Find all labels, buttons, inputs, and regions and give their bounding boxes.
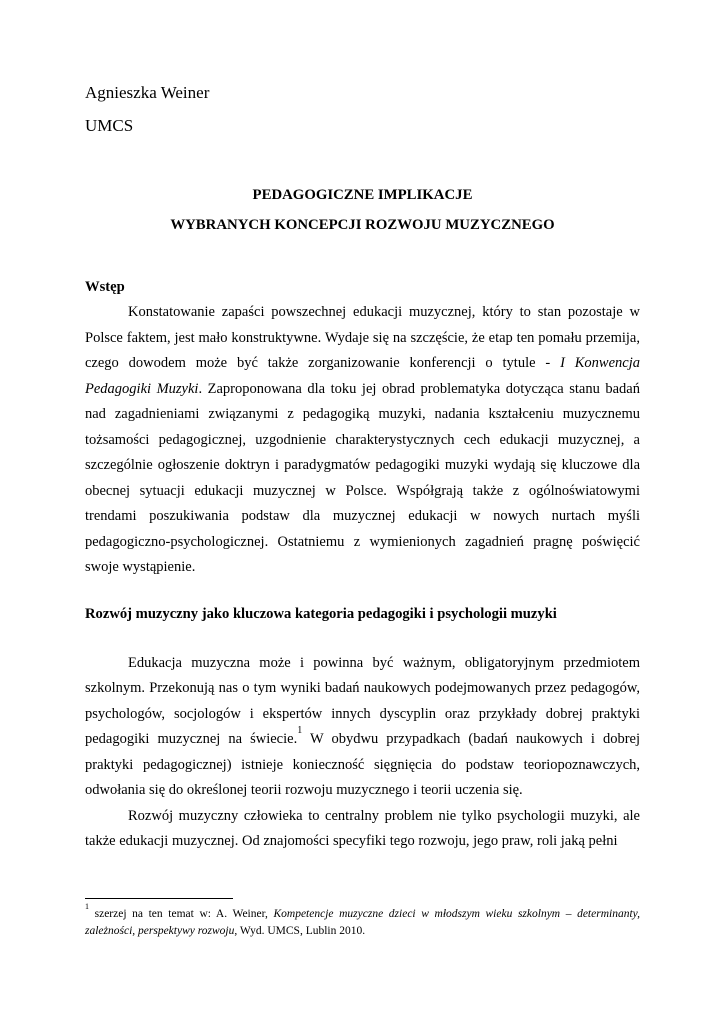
paragraph-development-2 (85, 804, 640, 855)
document-title (85, 180, 640, 240)
text-segment: szerzej na ten temat w: A. Weiner, (89, 908, 274, 920)
paragraph-development-1 (85, 651, 640, 804)
text-segment: Rozwój muzyczny człowieka to centralny problem nie tylko psychologii muzyki, ale także edukacji muzycznej. Od znajomości specyfiki tego rozwoju, jego praw, roli jaką pełni (85, 807, 640, 849)
footnote-marker: 1 (85, 901, 89, 911)
text-segment: . Zaproponowana dla toku jej obrad problematyka dotycząca stanu badań nad zagadnieniami związanymi z pedagogiką muzyki, nadania kształceniu muzycznemu tożsamości pedagogicznej, uzgodnienie charakterystycznych cech edukacji muzycznej, a szczególnie ogłoszenie doktryn i paradygmatów pedagogiki muzyki wydają się kluczowe dla obecnej sytuacji edukacji muzycznej w Polsce. Współgrają także z ogólnoświatowymi trendami poszukiwania podstaw dla muzycznej edukacji w nowych nurtach myśli pedagogiczno-psychologicznej. Ostatniemu z wymienionych zagadnień pragnę poświęcić swoje wystąpienie. (85, 380, 640, 575)
text-segment-italic: Kompetencje muzyczne dzieci w młodszym wieku szkolnym – determinanty, zależności, perspektywy rozwoju (85, 908, 640, 937)
section-heading-wstep: Wstęp (85, 279, 125, 295)
text-segment: W obydwu przypadkach (badań naukowych i dobrej praktyki pedagogicznej) istnieje konieczność sięgnięcia do podstaw teoriopoznawczych, odwołania się do określonej teorii rozwoju muzycznego i teorii uczenia się. (85, 731, 640, 798)
author-name: Agnieszka Weiner (85, 83, 210, 102)
title-line-2: WYBRANYCH KONCEPCJI ROZWOJU MUZYCZNEGO (170, 217, 555, 233)
author-block (85, 76, 640, 142)
author-affiliation: UMCS (85, 116, 134, 135)
footnote-reference: 1 (297, 724, 303, 736)
footnote-area (85, 898, 640, 939)
text-segment-italic: I Konwencja Pedagogiki Muzyki (85, 355, 641, 397)
footnote-separator (85, 898, 233, 899)
section-heading-rozwoj: Rozwój muzyczny jako kluczowa kategoria pedagogiki i psychologii muzyki (85, 605, 557, 622)
footnote-text (85, 901, 640, 939)
title-line-1: PEDAGOGICZNE IMPLIKACJE (252, 187, 473, 203)
text-segment: Konstatowanie zapaści powszechnej edukacji muzycznej, który to stan pozostaje w Polsce faktem, jest mało konstruktywne. Wydaje się na szczęście, że etap ten pomału przemija, czego dowodem może być także zorganizowanie konferencji o tytule - (85, 304, 640, 371)
text-segment: , Wyd. UMCS, Lublin 2010. (234, 924, 366, 937)
paragraph-intro (85, 300, 640, 581)
text-segment: Edukacja muzyczna może i powinna być ważnym, obligatoryjnym przedmiotem szkolnym. Przekonują nas o tym wyniki badań naukowych podejmowanych przez pedagogów, psychologów, socjologów i ekspertów innych dyscyplin oraz przykłady dobrej praktyki pedagogiki muzycznej na świecie. (85, 654, 640, 747)
